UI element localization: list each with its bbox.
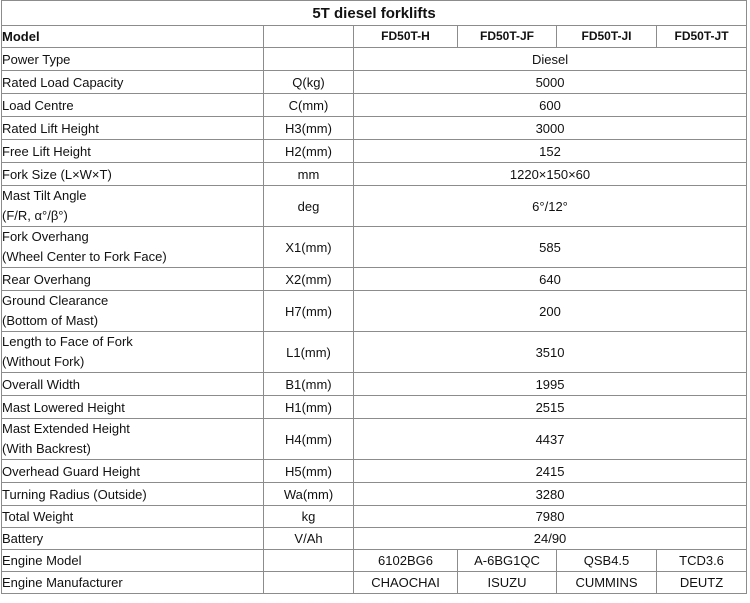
model-header-jt: FD50T-JT bbox=[657, 26, 747, 48]
header-unit-cell bbox=[264, 26, 354, 48]
engine-model-value: TCD3.6 bbox=[657, 550, 747, 572]
table-row bbox=[2, 268, 747, 291]
spec-label: Power Type bbox=[2, 48, 264, 71]
table-row bbox=[2, 460, 747, 483]
spec-unit: C(mm) bbox=[264, 94, 354, 117]
spec-unit: X1(mm) bbox=[264, 227, 354, 268]
table-row bbox=[2, 483, 747, 506]
spec-label bbox=[2, 291, 264, 332]
table-row bbox=[2, 94, 747, 117]
engine-manufacturer-value: CUMMINS bbox=[557, 572, 657, 594]
spec-label-line: (F/R, α°/β°) bbox=[2, 208, 68, 223]
spec-unit: X2(mm) bbox=[264, 268, 354, 291]
spec-unit: H1(mm) bbox=[264, 396, 354, 419]
spec-label bbox=[2, 419, 264, 460]
spec-label: Rated Load Capacity bbox=[2, 71, 264, 94]
spec-label: Rated Lift Height bbox=[2, 117, 264, 140]
spec-value: 1220×150×60 bbox=[354, 163, 747, 186]
engine-model-unit bbox=[264, 550, 354, 572]
spec-value: 200 bbox=[354, 291, 747, 332]
engine-manufacturer-value: ISUZU bbox=[458, 572, 557, 594]
table-row bbox=[2, 528, 747, 550]
spec-value: 2415 bbox=[354, 460, 747, 483]
spec-label-line: (With Backrest) bbox=[2, 441, 91, 456]
model-header-ji: FD50T-JI bbox=[557, 26, 657, 48]
spec-unit: deg bbox=[264, 186, 354, 227]
spec-unit bbox=[264, 48, 354, 71]
spec-label-line: (Bottom of Mast) bbox=[2, 313, 99, 328]
spec-value: Diesel bbox=[354, 48, 747, 71]
engine-manufacturer-value: CHAOCHAI bbox=[354, 572, 458, 594]
spec-label: Load Centre bbox=[2, 94, 264, 117]
table-row bbox=[2, 227, 747, 268]
spec-value: 152 bbox=[354, 140, 747, 163]
spec-label: Overall Width bbox=[2, 373, 264, 396]
model-header-jf: FD50T-JF bbox=[458, 26, 557, 48]
spec-unit: Q(kg) bbox=[264, 71, 354, 94]
spec-label: Battery bbox=[2, 528, 264, 550]
spec-label bbox=[2, 332, 264, 373]
spec-label bbox=[2, 227, 264, 268]
table-row bbox=[2, 291, 747, 332]
engine-model-value: 6102BG6 bbox=[354, 550, 458, 572]
spec-label-line: Fork Overhang bbox=[2, 229, 89, 244]
engine-model-row bbox=[2, 550, 747, 572]
spec-unit: V/Ah bbox=[264, 528, 354, 550]
engine-model-label: Engine Model bbox=[2, 550, 264, 572]
table-row bbox=[2, 419, 747, 460]
spec-label: Free Lift Height bbox=[2, 140, 264, 163]
table-row bbox=[2, 186, 747, 227]
spec-value: 5000 bbox=[354, 71, 747, 94]
spec-label-line: Length to Face of Fork bbox=[2, 334, 133, 349]
spec-label bbox=[2, 186, 264, 227]
spec-label-line: (Without Fork) bbox=[2, 354, 85, 369]
spec-label-line: Mast Extended Height bbox=[2, 421, 130, 436]
model-header-h: FD50T-H bbox=[354, 26, 458, 48]
spec-unit: H2(mm) bbox=[264, 140, 354, 163]
spec-unit: kg bbox=[264, 506, 354, 528]
table-row bbox=[2, 396, 747, 419]
spec-value: 3510 bbox=[354, 332, 747, 373]
table-row bbox=[2, 506, 747, 528]
table-row bbox=[2, 117, 747, 140]
engine-manufacturer-value: DEUTZ bbox=[657, 572, 747, 594]
spec-value: 2515 bbox=[354, 396, 747, 419]
spec-label: Overhead Guard Height bbox=[2, 460, 264, 483]
spec-unit: H5(mm) bbox=[264, 460, 354, 483]
spec-unit: H7(mm) bbox=[264, 291, 354, 332]
spec-label: Total Weight bbox=[2, 506, 264, 528]
spec-value: 3000 bbox=[354, 117, 747, 140]
spec-table bbox=[1, 0, 747, 594]
spec-unit: L1(mm) bbox=[264, 332, 354, 373]
spec-value: 7980 bbox=[354, 506, 747, 528]
spec-label: Rear Overhang bbox=[2, 268, 264, 291]
engine-manufacturer-label: Engine Manufacturer bbox=[2, 572, 264, 594]
spec-unit: Wa(mm) bbox=[264, 483, 354, 506]
spec-label-line: (Wheel Center to Fork Face) bbox=[2, 249, 167, 264]
table-row bbox=[2, 48, 747, 71]
table-row bbox=[2, 332, 747, 373]
spec-unit: mm bbox=[264, 163, 354, 186]
spec-value: 600 bbox=[354, 94, 747, 117]
spec-unit: H3(mm) bbox=[264, 117, 354, 140]
spec-label-line: Mast Tilt Angle bbox=[2, 188, 87, 203]
spec-label: Fork Size (L×W×T) bbox=[2, 163, 264, 186]
engine-manufacturer-unit bbox=[264, 572, 354, 594]
table-title: 5T diesel forklifts bbox=[2, 1, 747, 26]
spec-label: Mast Lowered Height bbox=[2, 396, 264, 419]
spec-value: 640 bbox=[354, 268, 747, 291]
spec-value: 1995 bbox=[354, 373, 747, 396]
table-row bbox=[2, 140, 747, 163]
table-row bbox=[2, 163, 747, 186]
table-row bbox=[2, 373, 747, 396]
engine-model-value: A-6BG1QC bbox=[458, 550, 557, 572]
spec-value: 6°/12° bbox=[354, 186, 747, 227]
spec-unit: H4(mm) bbox=[264, 419, 354, 460]
engine-manufacturer-row bbox=[2, 572, 747, 594]
header-model-label: Model bbox=[2, 26, 264, 48]
spec-label: Turning Radius (Outside) bbox=[2, 483, 264, 506]
spec-unit: B1(mm) bbox=[264, 373, 354, 396]
spec-value: 24/90 bbox=[354, 528, 747, 550]
engine-model-value: QSB4.5 bbox=[557, 550, 657, 572]
spec-label-line: Ground Clearance bbox=[2, 293, 109, 308]
spec-value: 585 bbox=[354, 227, 747, 268]
spec-value: 3280 bbox=[354, 483, 747, 506]
spec-value: 4437 bbox=[354, 419, 747, 460]
table-row bbox=[2, 71, 747, 94]
